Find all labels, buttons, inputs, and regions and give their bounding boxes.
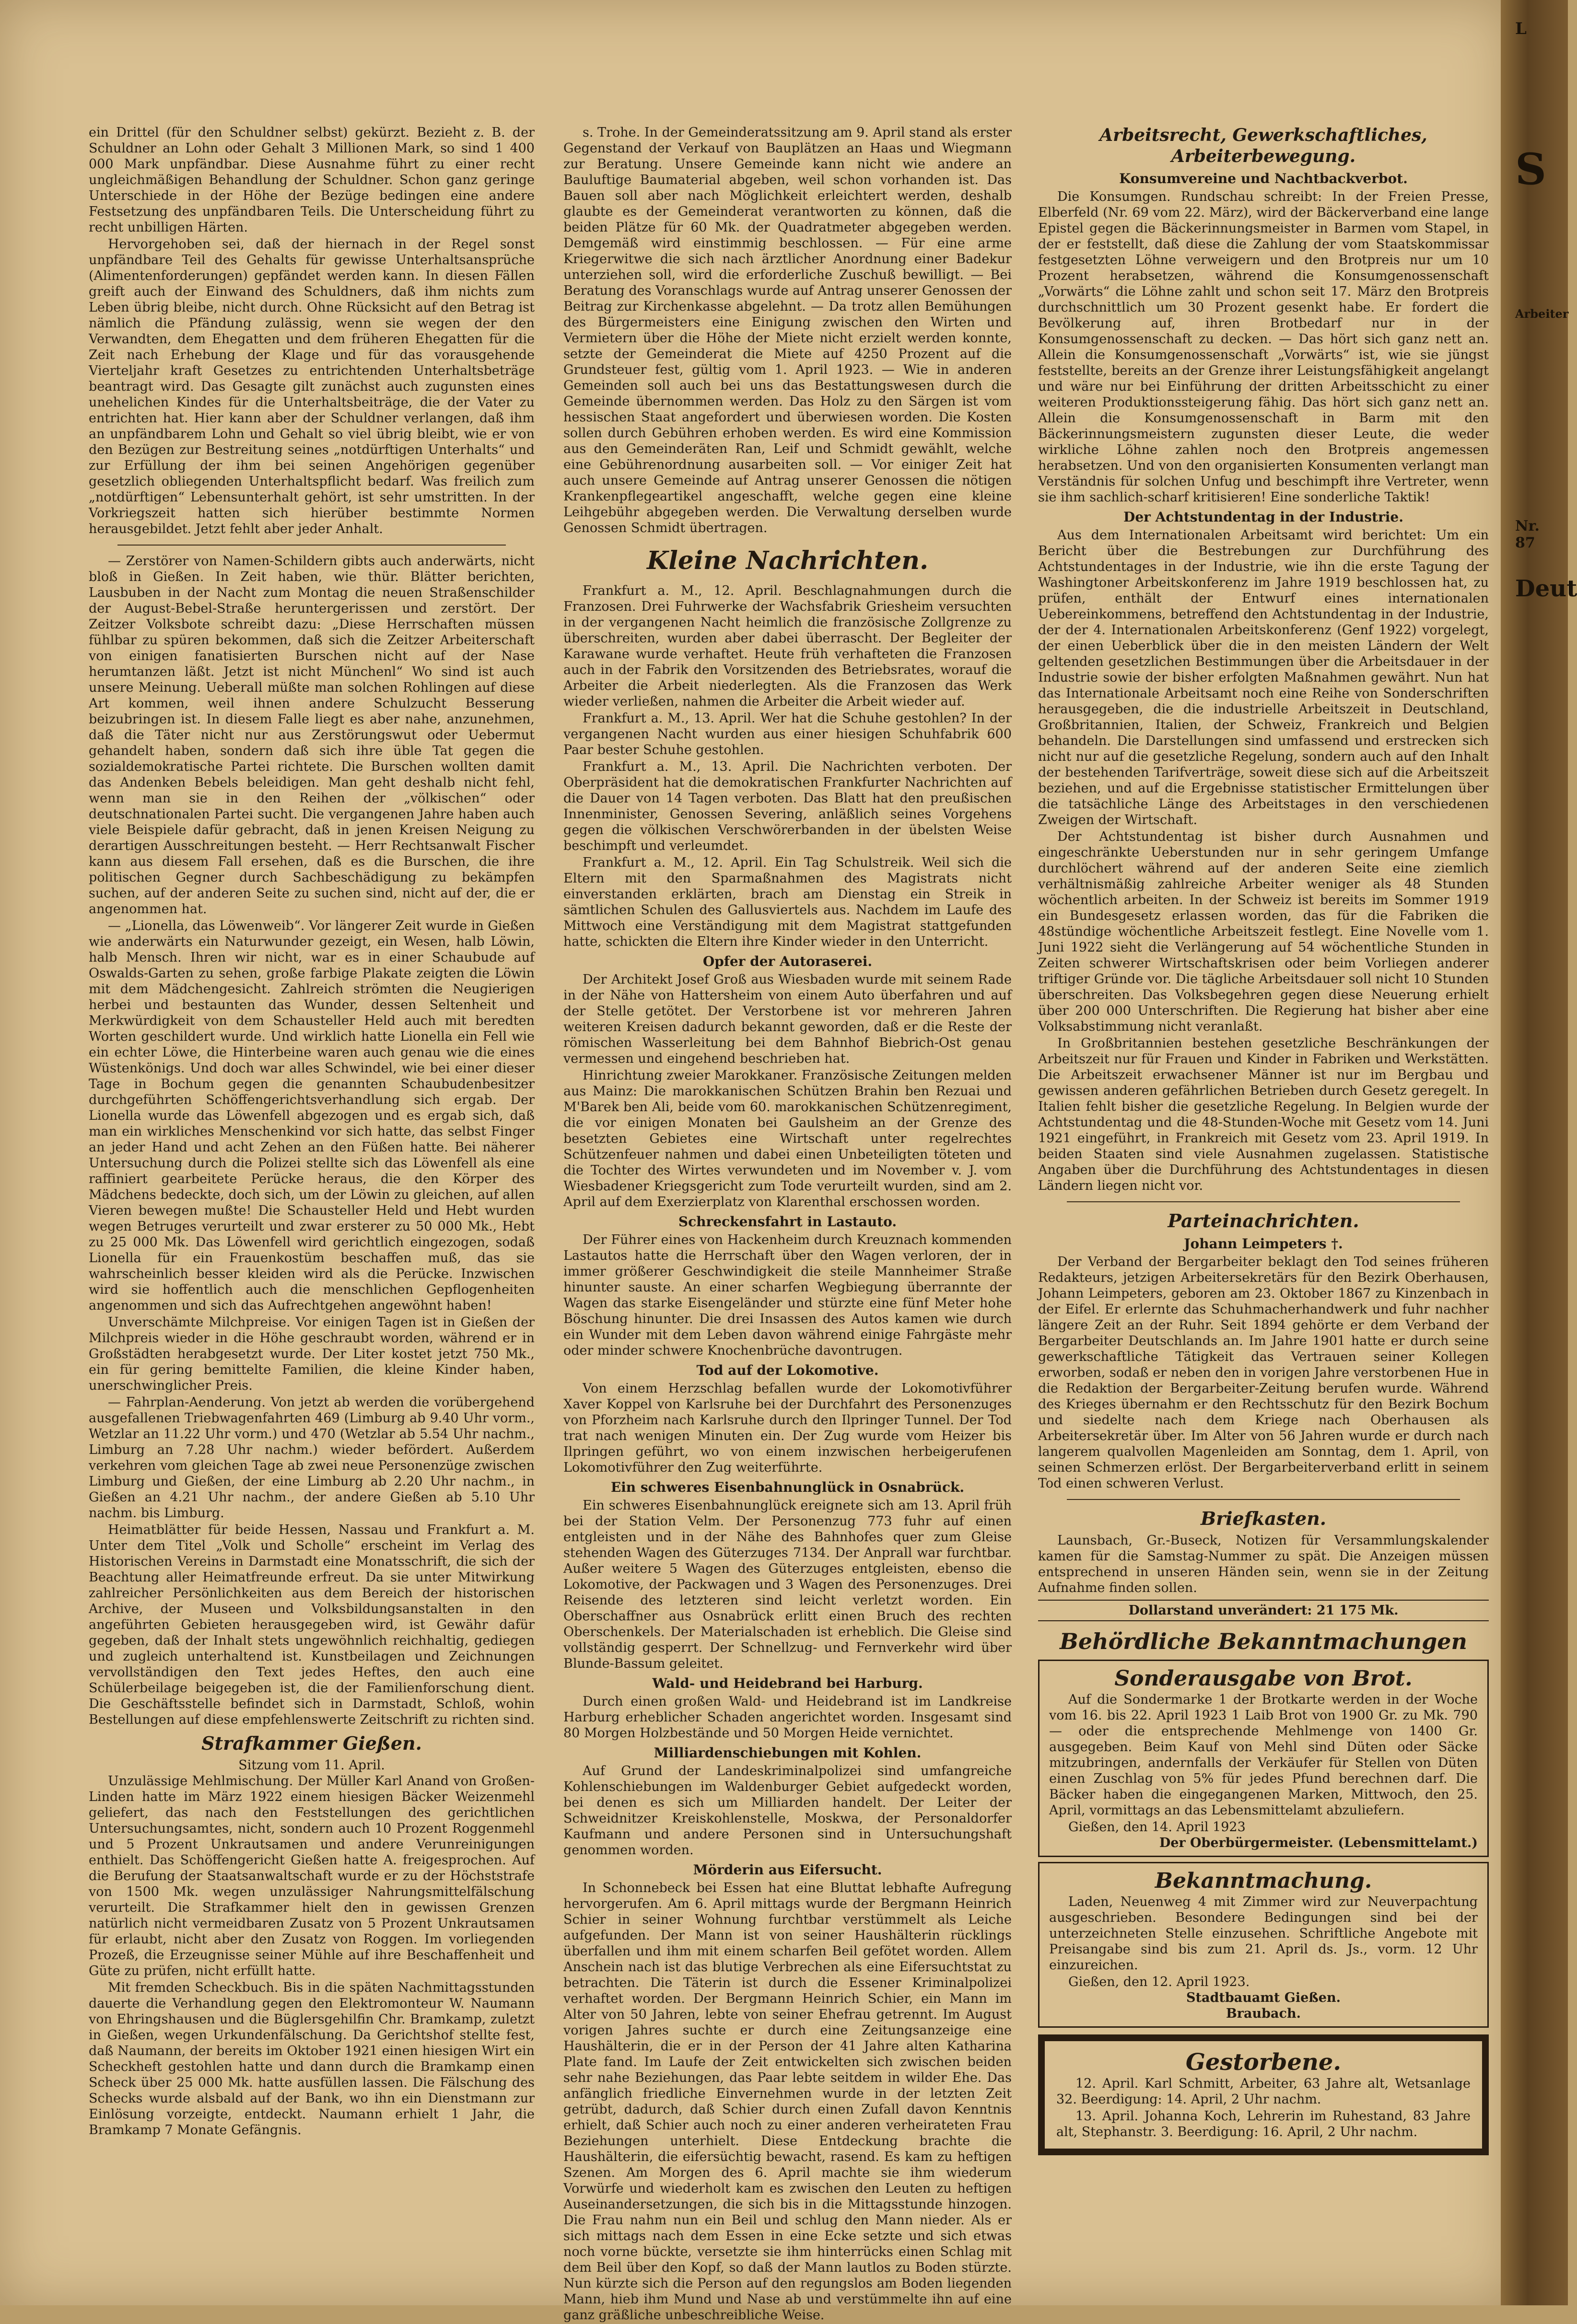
article-text: In Großbritannien bestehen gesetzliche Beschränkungen der Arbeitszeit nur für Frauen und Kinder in Fabriken und Werkstätten. Die Arbeitszeit erwachsener Männer ist nur im Bergbau und gewissen anderen gefährlichen Betrieben durch Gesetz geregelt. In Italien fehlt bisher die gesetzliche Regelung. In Belgien wurde der Achtstundentag und die 48-Stunden-Woche mit Gesetz vom 14. Juni 1921 eingeführt, in Frankreich mit Gesetz vom 23. April 1919. In beiden Staaten sind viele Ausnahmen zugelassen. Statistische Angaben über die Durchführung des Achtstundentages in diesen Ländern liegen nicht vor. xyxy=(1038,1036,1489,1193)
article-text: Der Verband der Bergarbeiter beklagt den Tod seines früheren Redakteurs, jetzigen Arbeitersekretärs für den Bezirk Oberhausen, Johann Leimpeters, geboren am 23. Oktober 1867 zu Kinzenbach in der Eifel. Er erlernte das Schuhmacherhandwerk und fuhr nachher längere Zeit an der Ruhr. Seit 1894 gehörte er dem Verband der Bergarbeiter Deutschlands an. Im Jahre 1901 hatte er durch seine gewerkschaftliche Tätigkeit das Vertrauen seiner Kollegen erworben, sodaß er neben den in vorigen Jahre verstorbenen Hue in die Redaktion der Bergarbeiter-Zeitung berufen wurde. Während des Krieges übernahm er den Rechtsschutz für den Bezirk Bochum und siedelte nach dem Kriege nach Oberhausen als Arbeitersekretär über. Im Alter von 56 Jahren wurde er durch nach langerem qualvollen Magenleiden am Sonntag, dem 1. April, von seinen Schmerzen erlöst. Der Bergarbeiterverband erlitt in seinem Tod einen schweren Verlust. xyxy=(1038,1255,1489,1491)
article-heading: Mörderin aus Eifersucht. xyxy=(693,1862,882,1878)
obituary-box xyxy=(1038,2034,1489,2155)
divider xyxy=(1067,1499,1460,1500)
article-text: Der Architekt Josef Groß aus Wiesbaden wurde mit seinem Rade in der Nähe von Hattersheim von einem Auto überfahren und auf der Stelle getötet. Der Verstorbene ist vor mehreren Jahren weiteren Kreisen dadurch bekannt geworden, daß er die Reste der römischen Wasserleitung bei dem Bahnhof Biebrich-Ost genau vermessen und eingehend beschrieben hat. xyxy=(563,972,1012,1066)
article-text: Frankfurt a. M., 13. April. Wer hat die Schuhe gestohlen? In der vergangenen Nacht wurden aus einer hiesigen Schuhfabrik 600 Paar bester Schuhe gestohlen. xyxy=(563,711,1012,757)
article-heading: Tod auf der Lokomotive. xyxy=(696,1362,879,1378)
article-text: Aus dem Internationalen Arbeitsamt wird berichtet: Um ein Bericht über die Bestrebungen zur Durchführung des Achtstundentages in der Industrie, wie ihn die erste Tagung der Washingtoner Arbeitskonferenz im Jahre 1919 beschlossen hat, zu prüfen, enthält der Entwurf eines internationalen Uebereinkommens, betreffend den Achtstundentag in der Industrie, der der 4. Internationalen Arbeitskonferenz (Genf 1922) vorgelegt, der einen Ueberblick über die in den meisten Ländern der Welt geltenden gesetzlichen Bestimmungen über die Arbeitsdauer in der Industrie sowie der bisher erfolgten Maßnahmen gewährt. Nun hat das Internationale Arbeitsamt noch eine Reihe von Sonderschriften herausgegeben, die die industrielle Arbeitszeit in Deutschland, Großbritannien, Italien, der Schweiz, Frankreich und Belgien behandeln. Die Darstellungen sind umfassend und erstrecken sich nicht nur auf die gesetzliche Regelung, sondern auch auf den Inhalt der bestehenden Tarifverträge, soweit diese sich auf die Arbeitszeit beziehen, und auf die Ergebnisse statistischer Ermittelungen über die tatsächliche Länge des Arbeitstages in den verschiedenen Zweigen der Wirtschaft. xyxy=(1038,528,1489,827)
page-binding xyxy=(1501,0,1577,2305)
article-text: — Zerstörer von Namen-Schildern gibts auch anderwärts, nicht bloß in Gießen. In Zeit haben, wie thür. Blätter berichten, Lausbuben in der Nacht zum Montag die neuen Straßenschilder der August-Bebel-Straße heruntergerissen und zerstört. Der Zeitzer Volksbote schreibt dazu: „Diese Herrschaften müssen fühlbar zu spüren bekommen, daß sich die Zeitzer Arbeiterschaft von einigen fanatisierten Burschen nicht auf der Nase herumtanzen läßt. Jetzt ist nicht Münchenl“ Wo sind ist auch unsere Meinung. Ueberall müßte man solchen Rohlingen auf diese Art kommen, weil ihnen andere Schulzucht Besserung beizubringen ist. In diesem Falle liegt es aber nahe, anzunehmen, daß die Täter nicht nur aus Zerstörungswut oder Uebermut gehandelt haben, sondern daß sich ihre üble Tat gegen die sozialdemokratische Partei richtete. Die Burschen wollten damit das Andenken Bebels beleidigen. Man geht deshalb nicht fehl, wenn man sie in den Reihen der „völkischen“ oder deutschnationalen Partei sucht. Die vergangenen Jahre haben auch viele Beispiele dafür gebracht, daß in jenen Kreisen Neigung zu derartigen Ausschreitungen besteht. — Herr Rechtsanwalt Fischer kann aus diesem Fall ersehen, daß es die Burschen, die ihre politischen Gegner durch Sachbeschädigung zu bekämpfen suchen, auf der anderen Seite zu suchen sind, nicht auf der, die er angenommen hat. xyxy=(89,554,535,917)
adjacent-page-fragment: Nr. 87 xyxy=(1515,518,1540,551)
notice-date: Gießen, den 14. April 1923 xyxy=(1068,1820,1246,1835)
article-text: s. Trohe. In der Gemeinderatssitzung am 9. April stand als erster Gegenstand der Verkauf von Bauplätzen an Haas und Wiegmann zur Beratung. Unsere Gemeinde kann nicht wie andere an Bauluftige Baumaterial abgeben, weil schon vorhanden ist. Das Bauen soll aber nach Möglichkeit erleichtert werden, deshalb glaubte es der Gemeinderat verantworten zu können, daß die beiden Plätze für 60 Mk. der Quadratmeter abgegeben werden. Demgemäß wird einstimmig beschlossen. — Für eine arme Kriegerwitwe die sich nach ärztlicher Anordnung einer Badekur unterziehen soll, wird die erforderliche Zuschuß bewilligt. — Bei Beratung des Voranschlags wurde auf Antrag unserer Genossen der Beitrag zur Kirchenkasse abgelehnt. — Da trotz allen Bemühungen des Bürgermeisters eine Einigung zwischen den Wirten und Vermietern über die Höhe der Miete nicht erzielt werden konnte, setzte der Gemeinderat die Miete auf 4250 Prozent auf die Grundsteuer fest, gültig vom 1. April 1923. — Wie in anderen Gemeinden soll auch bei uns das Bestattungswesen durch die Gemeinde übernommen werden. Das Holz zu den Särgen ist vom hessischen Staat angefordert und überwiesen worden. Die Kosten sollen durch Gebühren erhoben werden. Es wird eine Kommission aus den Gemeinderäten Ran, Leif und Schmidt gewählt, welche eine Gebührenordnung ausarbeiten soll. — Vor einiger Zeit hat auch unsere Gemeinde auf Antrag unserer Genossen die nötigen Krankenpflegeartikel angeschafft, welche gegen eine kleine Leihgebühr abgegeben werden. Die Verwaltung derselben wurde Genossen Schmidt übertragen. xyxy=(563,125,1012,535)
article-text: Von einem Herzschlag befallen wurde der Lokomotivführer Xaver Koppel von Karlsruhe bei der Durchfahrt des Personenzuges von Pforzheim nach Karlsruhe durch den Ilpringer Tunnel. Der Tod trat nach wenigen Minuten ein. Der Zug wurde vom Heizer bis Ilpringen geführt, wo von einem inzwischen herbeigerufenen Lokomotivführer den Zug weiterführte. xyxy=(563,1381,1012,1475)
article-heading: Johann Leimpeters †. xyxy=(1184,1236,1343,1252)
article-text: Hinrichtung zweier Marokkaner. Französische Zeitungen melden aus Mainz: Die marokkanischen Schützen Brahin ben Rezuai und M'Barek ben Ali, beide vom 60. marokkanischen Schützenregiment, die vor einigen Monaten bei Gaulsheim an der Grenze des besetzten Gebietes eine Wirtschaft unter regelrechtes Schützenfeuer nahmen und dabei einen Unbeteiligten töteten und die Tochter des Wirtes verwundeten und im November v. J. vom Wiesbadener Kriegsgericht zum Tode verurteilt wurden, sind am 2. April auf dem Exerzierplatz von Klarenthal erschossen worden. xyxy=(563,1068,1012,1209)
article-heading: Ein schweres Eisenbahnunglück in Osnabrück. xyxy=(610,1479,965,1495)
article-heading: Konsumvereine und Nachtbackverbot. xyxy=(1119,171,1408,186)
article-text: Hervorgehoben sei, daß der hiernach in der Regel sonst unpfändbare Teil des Gehalts für gewisse Unterhaltsansprüche (Alimentenforderungen) gepfändet werden kann. In diesen Fällen greift auch der Einwand des Schuldners, daß ihm nichts zum Leben übrig bleibe, nicht durch. Ohne Rücksicht auf den Betrag ist nämlich die Pfändung zulässig, wenn sie wegen der den Verwandten, dem Ehegatten und dem früheren Ehegatten für die Zeit nach Erhebung der Klage und für das vorausgehende Vierteljahr kraft Gesetzes zu entrichtenden Unterhaltsbeträge beantragt wird. Das Gesagte gilt zunächst auch zugunsten eines unehelichen Kindes für die Unterhaltsbeiträge, die der Vater zu entrichten hat. Hier kann aber der Schuldner verlangen, daß ihm an unpfändbarem Lohn und Gehalt so viel übrig bleibt, wie er von den Bezügen zur Bestreitung seines „notdürftigen Unterhalts“ und zur Erfüllung der ihm bei seinen Angehörigen gegenüber gesetzlich obliegenden Unterhaltspflicht bedarf. Was freilich zum „notdürftigen“ Lebensunterhalt gehört, ist sehr umstritten. In der Vorkriegszeit hatten sich hierüber bestimmte Normen herausgebildet. Jetzt fehlt aber jeder Anhalt. xyxy=(89,237,535,536)
section-subheading: Sitzung vom 11. April. xyxy=(238,1758,385,1773)
notice-text: Auf die Sondermarke 1 der Brotkarte werden in der Woche vom 16. bis 22. April 1923 1 Laib Brot von 1900 Gr. zu Mk. 790 — oder die entsprechende Mehlmenge von 1400 Gr. ausgegeben. Beim Kauf von Mehl sind Düten oder Säcke mitzubringen, andernfalls der Verkäufer für Stellen von Düten einen Zuschlag von 5% für jedes Pfund berechnen darf. Die Bäcker haben die eingegangenen Marken, Mittwoch, den 25. April, vormittags an das Lebensmittelamt abzuliefern. xyxy=(1049,1692,1478,1818)
section-heading: Arbeitsrecht, Gewerkschaftliches, Arbeiterbewegung. xyxy=(1099,125,1427,166)
section-heading: Briefkasten. xyxy=(1200,1508,1327,1529)
notices-heading: Behördliche Bekanntmachungen xyxy=(1059,1628,1467,1654)
article-heading: Wald- und Heidebrand bei Harburg. xyxy=(652,1675,923,1691)
article-text: In Schonnebeck bei Essen hat eine Bluttat lebhafte Aufregung hervorgerufen. Am 6. April mittags wurde der Bergmann Heinrich Schier in seiner Wohnung furchtbar verstümmelt als Leiche aufgefunden. Der Mann ist von seiner Haushälterin rücklings überfallen und ihm mit einem scharfen Beil gefötet worden. Allem Anschein nach ist das blutige Verbrechen als eine Eifersuchtstat zu betrachten. Die Täterin ist durch die Essener Kriminalpolizei verhaftet worden. Der Bergmann Heinrich Schier, ein Mann im Alter von 50 Jahren, lebte von seiner Ehefrau getrennt. Im August vorigen Jahres suchte er durch eine Zeitungsanzeige eine Haushälterin, die er in der Person der 41 Jahre alten Katharina Plate fand. Im Laufe der Zeit entwickelten sich zwischen beiden sehr nahe Beziehungen, das Paar lebte seitdem in wilder Ehe. Das anfänglich friedliche Einvernehmen wurde in der letzten Zeit getrübt, dadurch, daß Schier durch einen Zufall davon Kenntnis erhielt, daß Schier auch noch zu einer anderen verheirateten Frau Beziehungen unterhielt. Diese Entdeckung brachte die Haushälterin, die eifersüchtig bewacht, rasend. Es kam zu heftigen Szenen. Am Morgen des 6. April machte sie ihm wiederum Vorwürfe und wiederholt kam es zwischen den Leuten zu heftigen Auseinandersetzungen, die sich bis in die Mittagsstunde hinzogen. Die Frau nahm nun ein Beil und schlug den Mann nieder. Als er sich mittags nach dem Essen in eine Ecke setzte und sich etwas noch vorne bückte, versetzte sie ihm hinterrücks einen Schlag mit dem Beil über den Kopf, so daß der Mann lautlos zu Boden stürzte. Nun kürzte sich die Person auf den regungslos am Boden liegenden Mann, hieb ihm Mund und Nase ab und verstümmelte ihn auf eine ganz gräßliche unbeschreibliche Weise. xyxy=(563,1881,1012,2323)
article-text: Mit fremden Scheckbuch. Bis in die späten Nachmittagsstunden dauerte die Verhandlung gegen den Elektromonteur W. Naumann von Ehringshausen und die Büglersgehilfin Chr. Bramkamp, zuletzt in Gießen, wegen Urkundenfälschung. Da Gerichtshof stellte fest, daß Naumann, der bereits im Oktober 1921 einen hiesigen Wirt ein Scheckheft gestohlen hatte und dann durch die Bramkamp einen Scheck über 25 000 Mk. hatte ausfüllen lassen. Die Fälschung des Schecks wurde alsbald auf der Bank, wo ihn ein Dienstmann zur Einlösung vorzeigte, entdeckt. Naumann erhielt 1 Jahr, die Bramkamp 7 Monate Gefängnis. xyxy=(89,1980,535,2138)
article-text: Durch einen großen Wald- und Heidebrand ist im Landkreise Harburg erheblicher Schaden angerichtet worden. Insgesamt sind 80 Morgen Holzbestände und 50 Morgen Heide vernichtet. xyxy=(563,1694,1012,1741)
section-heading: Kleine Nachrichten. xyxy=(646,546,929,575)
column-1 xyxy=(89,125,535,2139)
adjacent-page-fragment: Arbeiter xyxy=(1515,307,1569,321)
article-text: Frankfurt a. M., 13. April. Die Nachrichten verboten. Der Oberpräsident hat die demokratischen Frankfurter Nachrichten auf die Dauer von 14 Tagen verboten. Das Blatt hat den preußischen Innenminister, Genossen Severing, anläßlich seines Vorgehens gegen die völkischen Verschwörerbanden in der übelsten Weise beschimpft und verleumdet. xyxy=(563,759,1012,853)
article-text: Ein schweres Eisenbahnunglück ereignete sich am 13. April früh bei der Station Velm. Der Personenzug 773 fuhr auf einen entgleisten und in der Nähe des Bahnhofes quer zum Gleise stehenden Wagen des Güterzuges 7134. Der Anprall war furchtbar. Außer weitere 5 Wagen des Güterzuges entgleisten, ebenso die Lokomotive, der Packwagen und 3 Wagen des Personenzuges. Drei Reisende des letzteren sind leicht verletzt worden. Ein Oberschaffner aus Osnabrück erlitt einen Bruch des rechten Oberschenkels. Der Materialschaden ist erheblich. Die Gleise sind vollständig gesperrt. Der Schnellzug- und Fernverkehr wird über Blunde-Bassum geleitet. xyxy=(563,1498,1012,1671)
article-text: Frankfurt a. M., 12. April. Ein Tag Schulstreik. Weil sich die Eltern mit den Sparmaßnahmen des Magistrats nicht einverstanden erklärten, brach am Dienstag ein Streik in sämtlichen Schulen des Gallusviertels aus. Nachdem im Laufe des Mittwoch eine Verständigung mit dem Magistrat stattgefunden hatte, schickten die Eltern ihre Kinder wieder in den Unterricht. xyxy=(563,855,1012,949)
article-heading: Opfer der Autoraserei. xyxy=(702,953,873,969)
page-mark: L xyxy=(1515,19,1527,38)
article-text: Der Führer eines von Hackenheim durch Kreuznach kommenden Lastautos hatte die Herrschaft über den Wagen verloren, der in immer größerer Geschwindigkeit die steile Mannheimer Straße hinunter sauste. An einer scharfen Wegbiegung überrannte der Wagen das starke Eisengeländer und stürzte eine fünf Meter hohe Böschung hinunter. Die drei Insassen des Autos kamen wie durch ein Wunder mit dem Leben davon während einige Fahrgäste mehr oder minder schwere Knochenbrüche davontrugen. xyxy=(563,1232,1012,1358)
notice-heading: Sonderausgabe von Brot. xyxy=(1114,1666,1413,1691)
divider xyxy=(117,545,506,546)
article-text: Unzulässige Mehlmischung. Der Müller Karl Anand von Großen-Linden hatte im März 1922 einem hiesigen Bäcker Weizenmehl geliefert, das nach den Feststellungen des gerichtlichen Untersuchungsamtes, nicht, sondern auch 10 Prozent Roggenmehl und 5 Prozent Unkrautsamen und andere Verunreinigungen enthielt. Das Schöffengericht Gießen hatte A. freigesprochen. Auf die Berufung der Staatsanwaltschaft wurde er zu der Höchststrafe von 1500 Mk. wegen unzulässiger Nahrungsmittelfälschung verurteilt. Die Strafkammer hielt den in gewissen Grenzen natürlich nicht vermeidbaren Zusatz von 5 Prozent Unkrautsamen für erlaubt, nicht aber den Zusatz von Roggen. Im vorliegenden Prozeß, die Erzeugnisse seiner Mühle auf ihre Beschaffenheit und Güte zu prüfen, nicht erfüllt hatte. xyxy=(89,1774,535,1978)
notice-signature: Braubach. xyxy=(1226,2006,1301,2021)
article-text: Frankfurt a. M., 12. April. Beschlagnahmungen durch die Franzosen. Drei Fuhrwerke der Wachsfabrik Griesheim versuchten in der vergangenen Nacht heimlich die französische Zollgrenze zu überschreiten, wurden aber dabei überrascht. Der Begleiter der Karawane wurde verhaftet. Heute früh verhafteten die Franzosen auch in der Fabrik den Vorsitzenden des Betriebsrates, worauf die Arbeiter die Arbeit niederlegten. Als die Franzosen das Werk wieder verließen, nahmen die Arbeiter die Arbeit wieder auf. xyxy=(563,583,1012,709)
section-heading: Parteinachrichten. xyxy=(1168,1210,1359,1232)
article-heading: Der Achtstundentag in der Industrie. xyxy=(1123,509,1403,525)
column-2 xyxy=(563,125,1012,2324)
notice-heading: Bekanntmachung. xyxy=(1155,1869,1372,1893)
article-text: Der Achtstundentag ist bisher durch Ausnahmen und eingeschränkte Ueberstunden nur in sehr geringem Umfange durchlöchert während auf der anderen Seite eine ziemlich verhältnismäßig zahlreiche Arbeiter weniger als 48 Stunden wöchentlich arbeiten. In der Schweiz ist bereits im Sommer 1919 ein Bundesgesetz erlassen worden, das für die Fabriken die 48stündige wöchentliche Arbeitszeit festlegt. Eine Novelle vom 1. Juni 1922 sieht die Verlängerung auf 54 wöchentliche Stunden in Zeiten schwerer Wirtschaftskrisen oder beim Vorliegen anderer triftiger Gründe vor. Die tägliche Arbeitsdauer soll nicht 10 Stunden überschreiten. Das Volksbegehren gegen diese Neuerung erhielt über 200 000 Unterschriften. Die Regierung hat bisher aber eine Volksabstimmung nicht veranlaßt. xyxy=(1038,829,1489,1034)
article-text: Auf Grund der Landeskriminalpolizei sind umfangreiche Kohlenschiebungen im Waldenburger Gebiet aufgedeckt worden, bei denen es sich um Milliarden handelt. Der Leiter der Schweidnitzer Kreiskohlenstelle, Moskwa, der Personaldorfer Kaufmann und andere Personen sind in Untersuchungshaft genommen worden. xyxy=(563,1764,1012,1858)
dollar-rate: Dollarstand unverändert: 21 175 Mk. xyxy=(1038,1600,1489,1621)
notice-bread xyxy=(1038,1660,1489,1857)
notice-text: Laden, Neuenweg 4 mit Zimmer wird zur Neuverpachtung ausgeschrieben. Besondere Bedingungen sind bei der unterzeichneten Stelle einzusehen. Schriftliche Angebote mit Preisangabe sind bis zum 21. April ds. Js., vorm. 12 Uhr einzureichen. xyxy=(1049,1894,1478,1973)
article-heading: Schreckensfahrt in Lastauto. xyxy=(678,1214,897,1230)
article-text: — Fahrplan-Aenderung. Von jetzt ab werden die vorübergehend ausgefallenen Triebwagenfahrten 469 (Limburg ab 9.40 Uhr vorm., Wetzlar an 11.22 Uhr vorm.) und 470 (Wetzlar ab 5.54 Uhr nachm., Limburg an 7.28 Uhr nachm.) wieder befördert. Außerdem verkehren vom gleichen Tage ab zwei neue Personenzüge zwischen Limburg und Gießen, der eine Limburg ab 2.20 Uhr nachm., in Gießen an 4.21 Uhr nachm., der andere Gießen ab 5.10 Uhr nachm. bis Limburg. xyxy=(89,1395,535,1521)
section-heading: Strafkammer Gießen. xyxy=(201,1732,422,1754)
adjacent-page-fragment: S xyxy=(1515,144,1546,195)
adjacent-page-fragment: Deut xyxy=(1515,575,1577,602)
obituary-entry: 12. April. Karl Schmitt, Arbeiter, 63 Jahre alt, Wetsanlage 32. Beerdigung: 14. April, 2 Uhr nachm. xyxy=(1056,2076,1471,2107)
obituary-entry: 13. April. Johanna Koch, Lehrerin im Ruhestand, 83 Jahre alt, Stephanstr. 3. Beerdigung: 16. April, 2 Uhr nachm. xyxy=(1056,2109,1471,2139)
notice-signature: Stadtbauamt Gießen. xyxy=(1186,1990,1341,2005)
article-text: Unverschämte Milchpreise. Vor einigen Tagen ist in Gießen der Milchpreis wieder in die Höhe geschraubt worden, während er in Großstädten herabgesetzt wurde. Der Liter kostet jetzt 750 Mk., ein für gering bemittelte Familien, die kleine Kinder haben, unerschwinglicher Preis. xyxy=(89,1315,535,1393)
article-text: Heimatblätter für beide Hessen, Nassau und Frankfurt a. M. Unter dem Titel „Volk und Scholle“ erscheint im Verlag des Historischen Vereins in Darmstadt eine Monatsschrift, die sich der Beachtung aller Heimatfreunde erfreut. Da sie unter Mitwirkung zahlreicher Persönlichkeiten aus dem Bereich der historischen Archive, der Museen und Volksbildungsanstalten in den angeführten Gebieten herausgegeben wird, ist Gewähr dafür gegeben, daß der Inhalt stets ungewöhnlich reichhaltig, gediegen und zugleich unterhaltend ist. Kunstbeilagen und Zeichnungen vervollständigen den Text jedes Heftes, den auch eine Schülerbeilage beigegeben ist, die der Familienforschung dient. Die Geschäftsstelle befindet sich in Darmstadt, Schloß, wohin Bestellungen auf diese empfehlenswerte Zeitschrift zu richten sind. xyxy=(89,1522,535,1727)
divider xyxy=(1067,1201,1460,1202)
notice-signature: Der Oberbürgermeister. (Lebensmittelamt.) xyxy=(1159,1836,1478,1850)
obituary-heading: Gestorbene. xyxy=(1185,2049,1342,2076)
article-text: ein Drittel (für den Schuldner selbst) gekürzt. Bezieht z. B. der Schuldner an Lohn oder Gehalt 3 Millionen Mark, so sind 1 400 000 Mark unpfändbar. Diese Ausnahme führt zu einer recht ungleichmäßigen Behandlung der Schuldner. Schon ganz geringe Unterschiede in der Höhe der Bezüge bedingen eine andere Festsetzung des unpfändbaren Teils. Die Unterscheidung führt zu recht unbilligen Härten. xyxy=(89,125,535,235)
notice-shop xyxy=(1038,1862,1489,2028)
column-3 xyxy=(1038,125,1489,2162)
article-text: Die Konsumgen. Rundschau schreibt: In der Freien Presse, Elberfeld (Nr. 69 vom 22. März), wird der Bäckerverband eine lange Epistel gegen die Bäckerinnungsmeister in Barmen vom Stapel, in der er feststellt, daß diese die Zahlung der vom Staatskommissar festgesetzten Löhne verweigern und den Brotpreis nur um 10 Prozent herabsetzen, während die Konsumgenossenschaft „Vorwärts“ die Löhne zahlt und schon seit 17. März den Brotpreis durchschnittlich um 30 Prozent gesenkt habe. Er fordert die Bevölkerung auf, ihren Brotbedarf nur in der Konsumgenossenschaft zu decken. — Das hört sich ganz nett an. Allein die Konsumgenossenschaft „Vorwärts“ ist, wie sie jüngst feststellte, bereits an der Grenze ihrer Leistungsfähigkeit angelangt und wäre nur bei Einführung der dritten Arbeitsschicht zu einer weiteren Produktionssteigerung fähig. Das hört sich ganz nett an. Allein die Konsumgenossenschaft in Barm mit den Bäckerinnungsmeistern zugunsten dieser Leute, die weder wirkliche Löhne zahlen noch den Brotpreis angemessen herabsetzen. Und von den organisierten Konsumenten verlangt man Verständnis für solchen Unfug und beschimpft ihre Vertreter, wenn sie ihm sachlich-scharf kritisieren! Eine sonderliche Taktik! xyxy=(1038,189,1489,505)
article-text: — „Lionella, das Löwenweib“. Vor längerer Zeit wurde in Gießen wie anderwärts ein Naturwunder gezeigt, ein Wesen, halb Löwin, halb Mensch. Ihren wir nicht, war es in einer Schaubude auf Oswalds-Garten zu sehen, große farbige Plakate zeigten die Löwin mit dem Mädchengesicht. Zahlreich strömten die Neugierigen herbei und bestaunten das Wunder, dessen Seltenheit und Merkwürdigkeit von dem Schausteller Held auch mit beredten Worten geschildert wurde. Und wirklich hatte Lionella ein Fell wie ein echter Löwe, die Hinterbeine waren auch genau wie die eines Wüstenkönigs. Und doch war alles Schwindel, wie bei einer dieser Tage in Bochum gegen die genannten Schaubudenbesitzer durchgeführten Schöffengerichtsverhandlung sich ergab. Der Lionella wurde das Löwenfell abgezogen und es ergab sich, daß man ein wirkliches Menschenkind vor sich hatte, das selbst Finger an jeder Hand und acht Zehen an den Füßen hatte. Bei näherer Untersuchung durch die Polizei stellte sich das Löwenfell als eine raffiniert gearbeitete Perücke heraus, die den Körper des Mädchens bedeckte, doch sich, um der Löwin zu gleichen, auf allen Vieren bewegen mußte! Die Schausteller Held und Hebt wurden wegen Betruges verurteilt und zwar ersterer zu 50 000 Mk., Hebt zu 25 000 Mk. Das Löwenfell wird gerichtlich eingezogen, sodaß Lionella für ein Frauenkostüm beschaffen muß, das sie wahrscheinlich besser kleiden wird als die Perücke. Inzwischen wird sie hoffentlich auch die menschlichen Gepflogenheiten angenommen und sich das Aufrechtgehen angewöhnt haben! xyxy=(89,918,535,1313)
article-text: Launsbach, Gr.-Buseck, Notizen für Versammlungskalender kamen für die Samstag-Nummer zu spät. Die Anzeigen müssen entsprechend in unseren Händen sein, wenn sie in der Zeitung Aufnahme finden sollen. xyxy=(1038,1533,1489,1595)
article-heading: Milliardenschiebungen mit Kohlen. xyxy=(654,1745,922,1761)
notice-date: Gießen, den 12. April 1923. xyxy=(1068,1975,1250,1989)
